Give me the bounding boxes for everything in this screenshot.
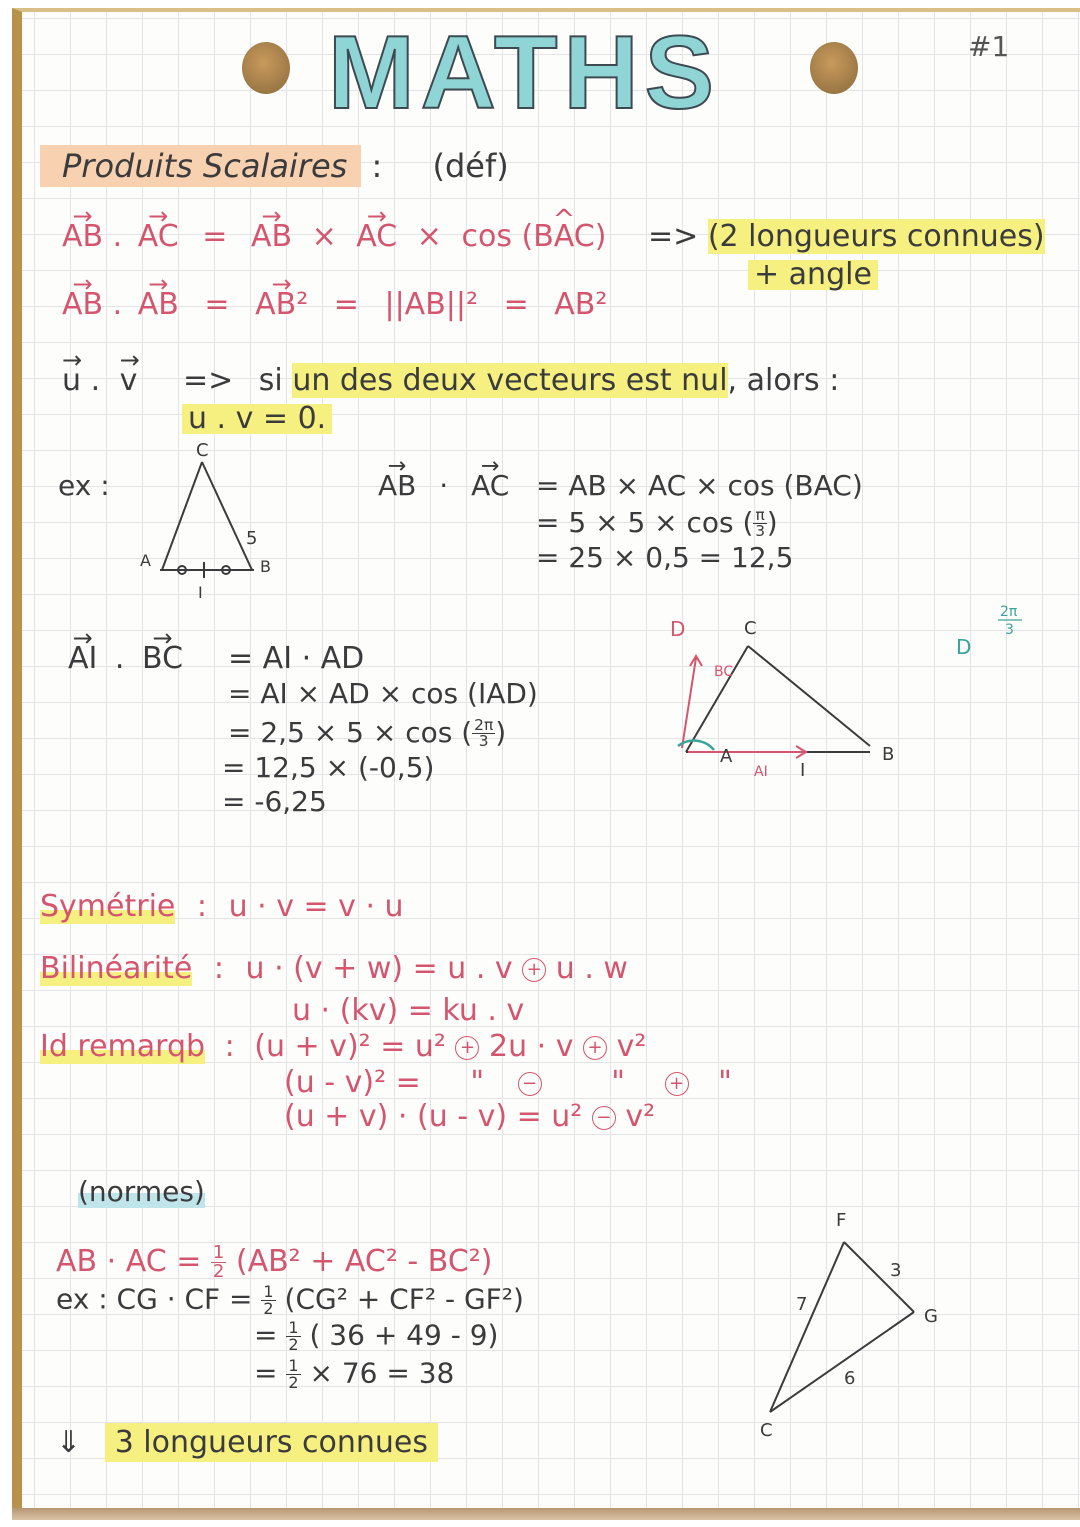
fraction-one-half: $\frac{1}{2}$: [212, 1242, 225, 1282]
norms-formula-rhs: (AB² + AC² - BC²): [235, 1244, 493, 1279]
closing-paren: ): [766, 505, 778, 539]
conclusion-text: 3 longueurs connues: [105, 1423, 438, 1462]
point-d: D: [670, 617, 686, 641]
section-title-note: (déf): [432, 147, 509, 185]
page-title: MATHS: [328, 15, 721, 131]
dot-operator: .: [114, 641, 125, 676]
identity-1-middle: 2u · v: [489, 1029, 574, 1064]
circled-plus: +: [583, 1036, 607, 1060]
section-title-colon: :: [371, 147, 383, 185]
norms-example-step3: [254, 1358, 454, 1391]
text-si: si: [258, 363, 283, 398]
vector-ab: → AB: [138, 290, 179, 320]
times-sign: ×: [311, 219, 337, 254]
vertex-b: B: [882, 744, 895, 765]
equals-sign: =: [202, 219, 228, 254]
bilinearity-formula-1-rhs: u . w: [555, 951, 628, 986]
identities-label: Id remarqb: [40, 1029, 206, 1064]
implies-arrow: =>: [182, 363, 234, 398]
norms-formula: [56, 1244, 493, 1281]
circled-minus: −: [518, 1072, 542, 1096]
section-title: [40, 147, 509, 185]
fraction-pi-over-3: $\frac{\pi}{3}$: [755, 506, 765, 541]
side-fg-length: 3: [890, 1260, 902, 1281]
equals-sign: =: [333, 287, 359, 322]
double-down-arrow-icon: ⇓: [56, 1425, 82, 1460]
example2-step1: = AI × AD × cos (IAD): [228, 677, 538, 710]
equilateral-triangle-figure: [660, 600, 1018, 781]
identity-3-lhs: (u + v) · (u - v) = u²: [284, 1099, 583, 1134]
angle-note-num: 2π: [1000, 604, 1018, 620]
ditto-mark: ": [611, 1065, 626, 1100]
label-vector-bc: BC: [714, 664, 734, 680]
side-cf-length: 7: [796, 1294, 808, 1315]
page-bottom-edge: [12, 1508, 1080, 1520]
fraction-2pi-over-3: $\frac{2\pi}{3}$: [474, 716, 494, 751]
vector-u: → u: [62, 366, 81, 396]
bilinearity-formula-2: u · (kv) = ku . v: [292, 993, 525, 1028]
vector-bc: → BC: [142, 644, 183, 674]
symmetry-property: [40, 889, 404, 924]
equals-sign: =: [254, 1318, 278, 1352]
norms-example-step1: [56, 1284, 524, 1317]
fraction-one-half: $\frac{1}{2}$: [288, 1356, 299, 1392]
closing-paren: ): [495, 715, 507, 749]
vertex-c: C: [744, 618, 757, 639]
vector-ac: → AC: [138, 222, 179, 252]
triangle-fgc-figure: [740, 1190, 980, 1450]
side-length: 5: [246, 528, 258, 549]
vector-ab: → AB: [62, 290, 103, 320]
definition-note: [648, 219, 1045, 254]
side-cg-length: 6: [844, 1368, 856, 1389]
point-i: I: [800, 760, 806, 781]
vector-v: → v: [120, 366, 138, 396]
identity-2-lhs: (u - v)² =: [284, 1065, 421, 1100]
identity-1-lhs: (u + v)² = u²: [254, 1029, 446, 1064]
highlighted-condition: un des deux vecteurs est nul: [292, 363, 728, 398]
example2-step4: = -6,25: [222, 785, 327, 818]
binder-hole-left: [242, 42, 290, 94]
section-title-label: Produits Scalaires: [40, 145, 361, 187]
label-vector-ai: AI: [754, 764, 768, 780]
implies-arrow: =>: [648, 219, 699, 254]
equals-sign: =: [204, 287, 230, 322]
orthogonality-result: u . v = 0.: [182, 404, 332, 434]
identity-3: [284, 1099, 656, 1134]
example1-lhs: [378, 469, 510, 502]
norms-example-lhs: CG · CF =: [116, 1282, 253, 1316]
identities-property: [40, 1029, 647, 1064]
isosceles-triangle-figure: [130, 440, 300, 600]
vector-ab: → AB: [62, 222, 103, 252]
vertex-a: A: [720, 746, 733, 767]
example-label: ex :: [56, 1282, 108, 1316]
vertex-c: C: [760, 1420, 773, 1441]
fraction-one-half: $\frac{1}{2}$: [288, 1318, 299, 1354]
vector-ai: → AI: [68, 644, 97, 674]
example2-step2: [228, 715, 507, 751]
example1-step3: = 25 × 0,5 = 12,5: [536, 541, 794, 574]
binder-hole-right: [810, 42, 858, 94]
norms-label-text: (normes): [78, 1175, 205, 1208]
text-alors: , alors :: [727, 363, 840, 398]
norms-example-step2-rhs: ( 36 + 49 - 9): [309, 1318, 499, 1352]
norm-ab-squared: ||AB||²: [384, 287, 479, 322]
norms-example-step2: [254, 1320, 498, 1353]
ditto-mark: ": [470, 1065, 485, 1100]
bilinearity-formula-1-lhs: u · (v + w) = u . v: [245, 951, 513, 986]
angle-note-d: D: [956, 635, 972, 659]
symmetry-formula: u · v = v · u: [228, 889, 404, 924]
fraction-one-half: $\frac{1}{2}$: [263, 1282, 274, 1318]
vertex-c: C: [196, 440, 209, 461]
bilinearity-label: Bilinéarité: [40, 951, 193, 986]
page-number: #1: [968, 30, 1010, 63]
vertex-b: B: [260, 557, 271, 576]
example-label: ex :: [58, 469, 110, 502]
equals-sign: =: [254, 1356, 278, 1390]
definition-line-2: [62, 287, 608, 322]
dot-operator: .: [90, 363, 101, 398]
vector-ab: → AB: [251, 222, 292, 252]
times-sign: ×: [416, 219, 442, 254]
midpoint-i: I: [198, 583, 203, 602]
vector-ac: → AC: [356, 222, 397, 252]
norms-formula-lhs: AB · AC =: [56, 1244, 202, 1279]
definition-line-3: [62, 363, 840, 398]
identity-3-end: v²: [625, 1099, 656, 1134]
vector-ac: → AC: [471, 472, 509, 500]
colon: :: [224, 1029, 235, 1064]
definition-line-1: → AB . → AC = → AB × → AC × cos (^ BAC): [62, 222, 606, 252]
ditto-mark: ": [718, 1065, 732, 1100]
length-ab-squared: AB²: [554, 287, 608, 322]
step2-text: = 2,5 × 5 × cos (: [228, 715, 473, 749]
identity-2: [284, 1065, 732, 1100]
example1-step2: [536, 505, 778, 541]
example2-step3: = 12,5 × (-0,5): [222, 751, 435, 784]
angle-bac: ^ BAC: [533, 222, 595, 252]
circled-minus: −: [592, 1106, 616, 1130]
colon: :: [213, 951, 224, 986]
vertex-f: F: [836, 1210, 847, 1231]
note-plus-angle: + angle: [748, 260, 878, 290]
dot-operator: .: [112, 287, 123, 322]
example2-step0: = AI · AD: [228, 641, 365, 676]
norms-example-step3-rhs: × 76 = 38: [309, 1356, 455, 1390]
symmetry-label: Symétrie: [40, 889, 176, 924]
dot-operator: .: [112, 219, 123, 254]
step2-text: = 5 × 5 × cos (: [536, 505, 754, 539]
vertex-g: G: [924, 1306, 938, 1327]
example1-step1: = AB × AC × cos (BAC): [536, 469, 863, 502]
colon: :: [196, 889, 208, 924]
example2-lhs: [68, 641, 184, 676]
circled-plus: +: [665, 1072, 689, 1096]
vector-ab-squared: → AB²: [255, 290, 308, 320]
dot-operator: ·: [439, 469, 449, 502]
circled-plus: +: [455, 1036, 479, 1060]
angle-note-den: 3: [1005, 622, 1014, 638]
cos-function: cos: [461, 219, 512, 254]
identity-1-end: v²: [616, 1029, 647, 1064]
norms-conclusion: [56, 1425, 438, 1460]
note-two-lengths: (2 longueurs connues): [707, 219, 1045, 254]
norms-example-step1-rhs: (CG² + CF² - GF²): [284, 1282, 524, 1316]
vector-ab: → AB: [378, 472, 416, 500]
equals-sign: =: [503, 287, 529, 322]
norms-label: [78, 1175, 205, 1208]
vertex-a: A: [140, 551, 151, 570]
circled-plus: +: [522, 958, 546, 982]
bilinearity-property: [40, 951, 628, 986]
